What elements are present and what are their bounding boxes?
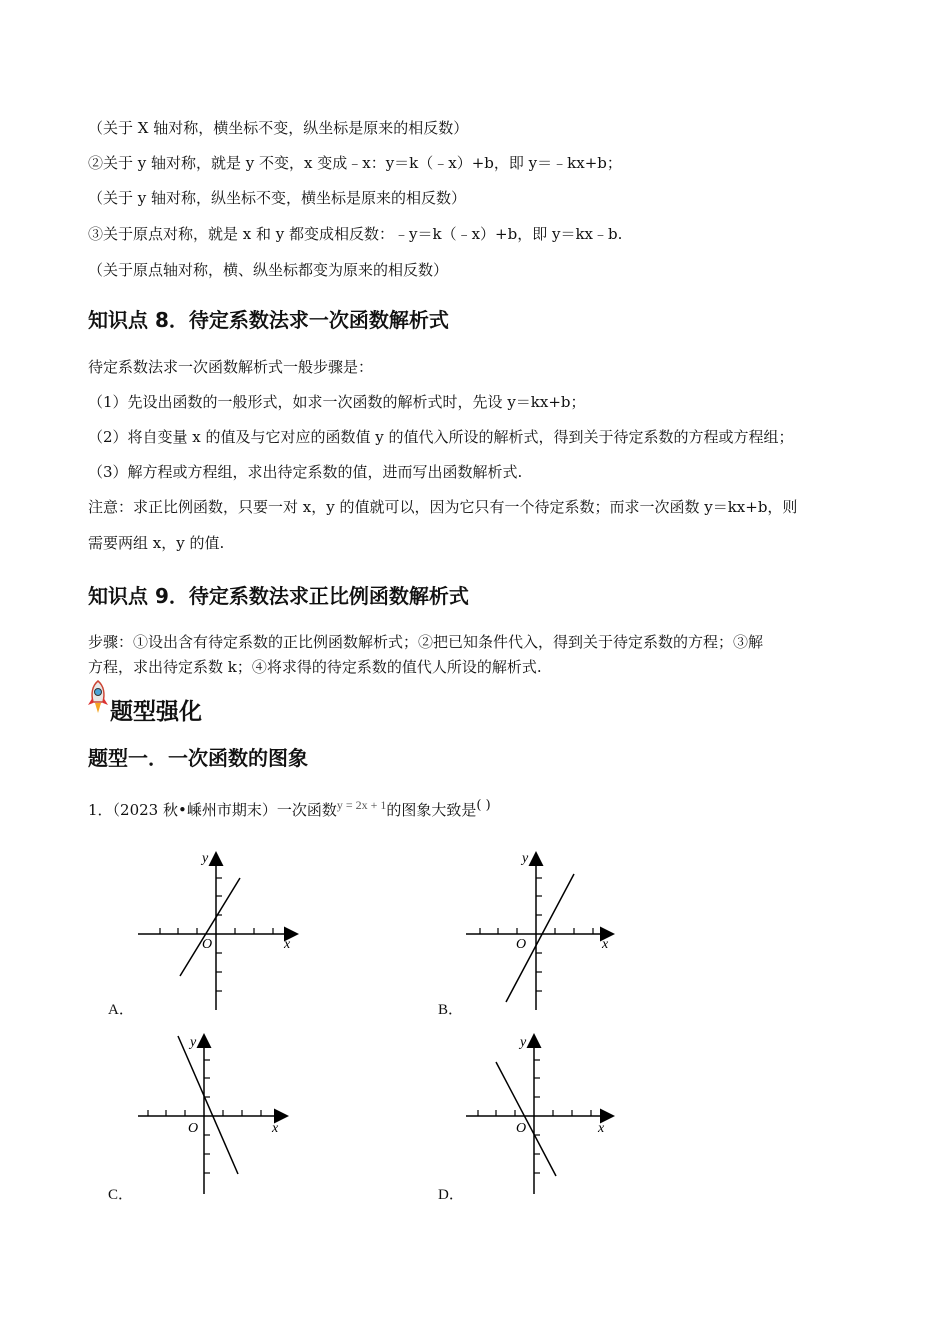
option-c-label[interactable]: C． [108, 1187, 134, 1203]
question-prefix: 1．（2023 秋•嵊州市期末）一次函数 [88, 801, 337, 819]
text-line: （1）先设出函数的一般形式，如求一次函数的解析式时，先设 y＝kx+b； [88, 393, 586, 411]
graph-option-c[interactable] [130, 1030, 310, 1200]
text-line: （关于原点轴对称，横、纵坐标都变为原来的相反数） [88, 261, 449, 279]
rocket-icon [86, 680, 110, 720]
text-line: 需要两组 x，y 的值. [88, 534, 225, 552]
origin-label: O [188, 1121, 199, 1136]
text-line: ③关于原点对称，就是 x 和 y 都变成相反数：﹣y＝k（﹣x）+b，即 y＝kx﹣b. [88, 225, 623, 243]
practice-heading: 题型强化 [110, 699, 202, 725]
axis-label-y: y [522, 851, 529, 866]
axis-label-y: y [202, 851, 209, 866]
text-line: 待定系数法求一次函数解析式一般步骤是： [88, 358, 374, 376]
origin-label: O [516, 937, 527, 952]
graph-option-a[interactable] [130, 848, 310, 1018]
option-d-label[interactable]: D． [438, 1187, 464, 1203]
axis-label-y: y [190, 1035, 197, 1050]
text-line: 步骤：①设出含有待定系数的正比例函数解析式；②把已知条件代入，得到关于待定系数的方程；③解 [88, 633, 764, 651]
answer-blank: ( ) [476, 798, 491, 813]
option-b-label[interactable]: B． [438, 1002, 464, 1018]
axis-label-x: x [602, 937, 609, 952]
graph-option-b[interactable] [460, 848, 640, 1018]
axis-label-y: y [520, 1035, 527, 1050]
question-type-heading: 题型一．一次函数的图象 [88, 746, 308, 770]
text-line: 方程，求出待定系数 k；④将求得的待定系数的值代人所设的解析式. [88, 658, 542, 676]
axis-label-x: x [284, 937, 291, 952]
graph-option-d[interactable] [460, 1030, 640, 1200]
origin-label: O [516, 1121, 527, 1136]
text-line: （3）解方程或方程组，求出待定系数的值，进而写出函数解析式. [88, 463, 523, 481]
origin-label: O [202, 937, 213, 952]
axis-label-x: x [272, 1121, 279, 1136]
text-line: ②关于 y 轴对称，就是 y 不变，x 变成﹣x：y＝k（﹣x）+b，即 y＝﹣kx+b； [88, 154, 622, 172]
text-line: （关于 y 轴对称，纵坐标不变，横坐标是原来的相反数） [88, 189, 467, 207]
text-line: 注意：求正比例函数，只要一对 x，y 的值就可以，因为它只有一个待定系数；而求一次函数 y＝kx+b，则 [88, 498, 798, 516]
text-line: （关于 X 轴对称，横坐标不变，纵坐标是原来的相反数） [88, 119, 469, 137]
section-heading: 知识点 8．待定系数法求一次函数解析式 [88, 308, 449, 332]
question-suffix: 的图象大致是 [386, 801, 477, 819]
axis-label-x: x [598, 1121, 605, 1136]
question-formula: y = 2x + 1 [336, 798, 387, 812]
section-heading: 知识点 9．待定系数法求正比例函数解析式 [88, 584, 469, 608]
option-a-label[interactable]: A． [108, 1002, 134, 1018]
text-line: （2）将自变量 x 的值及与它对应的函数值 y 的值代入所设的解析式，得到关于待定系数的方程或方程组； [88, 428, 794, 446]
question-line [88, 800, 491, 822]
